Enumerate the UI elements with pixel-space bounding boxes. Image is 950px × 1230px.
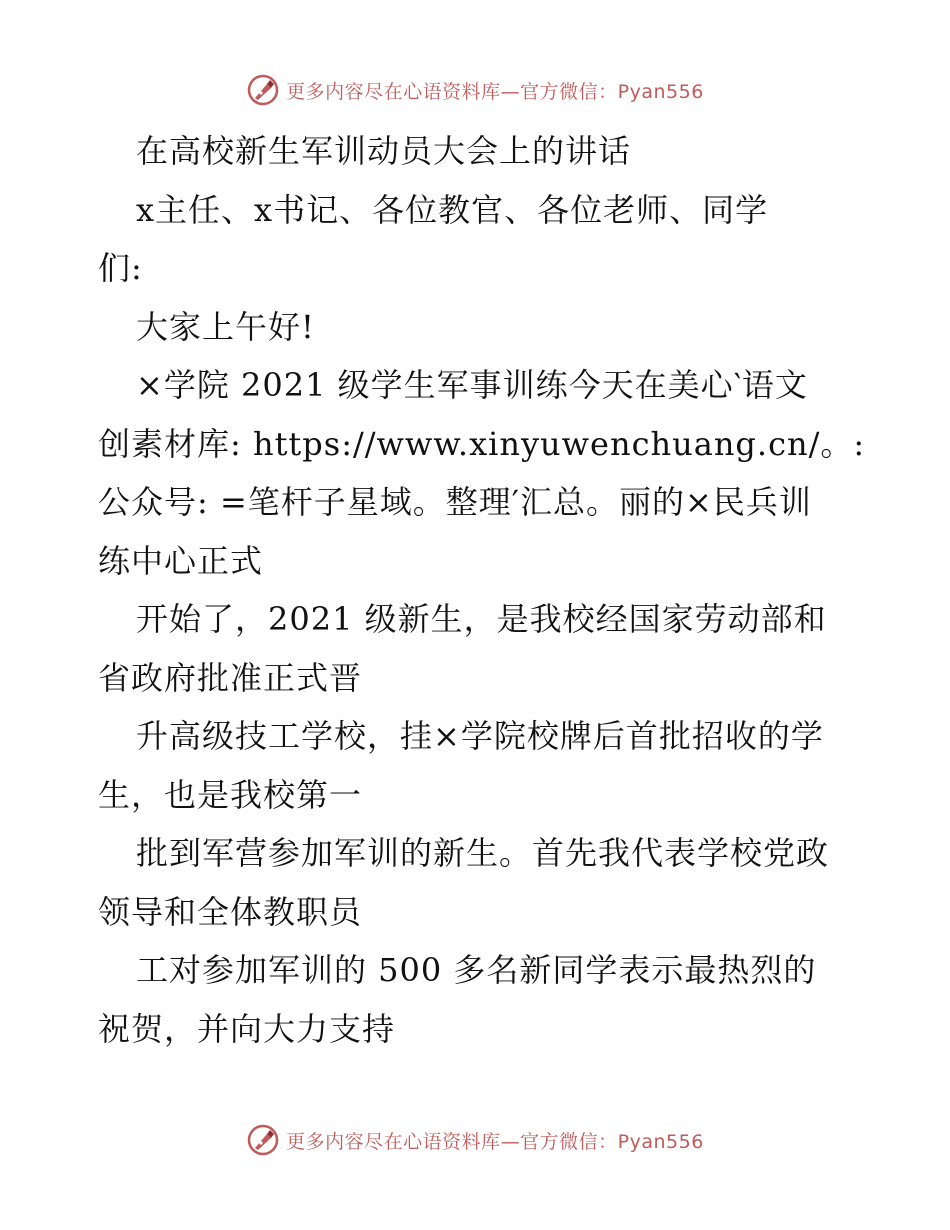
pen-nib-logo-icon [246,1123,280,1157]
document-line: 工对参加军训的 500 多名新同学表示最热烈的 [136,951,817,989]
document-line: 生，也是我校第一 [98,775,363,814]
footer-banner-text: 更多内容尽在心语资料库—官方微信：Pyan556 [286,1130,704,1153]
document-line: 在高校新生军训动员大会上的讲话 [136,132,632,170]
document-line: 们: [98,249,143,287]
document-line: 领导和全体教职员 [98,892,363,931]
footer-banner [0,1120,950,1160]
document-line: x主任、x书记、各位教官、各位老师、同学 [136,190,769,229]
header-banner-inner [246,73,704,107]
document-line: 大家上午好! [136,307,315,346]
document-line: 升高级技工学校，挂×学院校牌后首批招收的学 [136,717,824,755]
document-line: 省政府批准正式晋 [98,658,363,697]
document-line: 创素材库: https://www.xinyuwenchuang.cn/。: [98,424,866,463]
header-banner [0,70,950,110]
document-body [98,122,866,1058]
footer-banner-inner [246,1123,704,1157]
document-line: ×学院 2021 级学生军事训练今天在美心‵语文 [136,366,808,404]
pen-nib-logo-icon [246,73,280,107]
document-line: 练中心正式 [98,541,264,580]
document-line: 祝贺，并向大力支持 [98,1009,396,1048]
document-line: 公众号: =笔杆子星域。整理′汇总。丽的×民兵训 [98,483,812,521]
document-line: 批到军营参加军训的新生。首先我代表学校党政 [136,834,830,872]
document-line: 开始了，2021 级新生，是我校经国家劳动部和 [136,600,827,638]
header-banner-text: 更多内容尽在心语资料库—官方微信：Pyan556 [286,80,704,103]
